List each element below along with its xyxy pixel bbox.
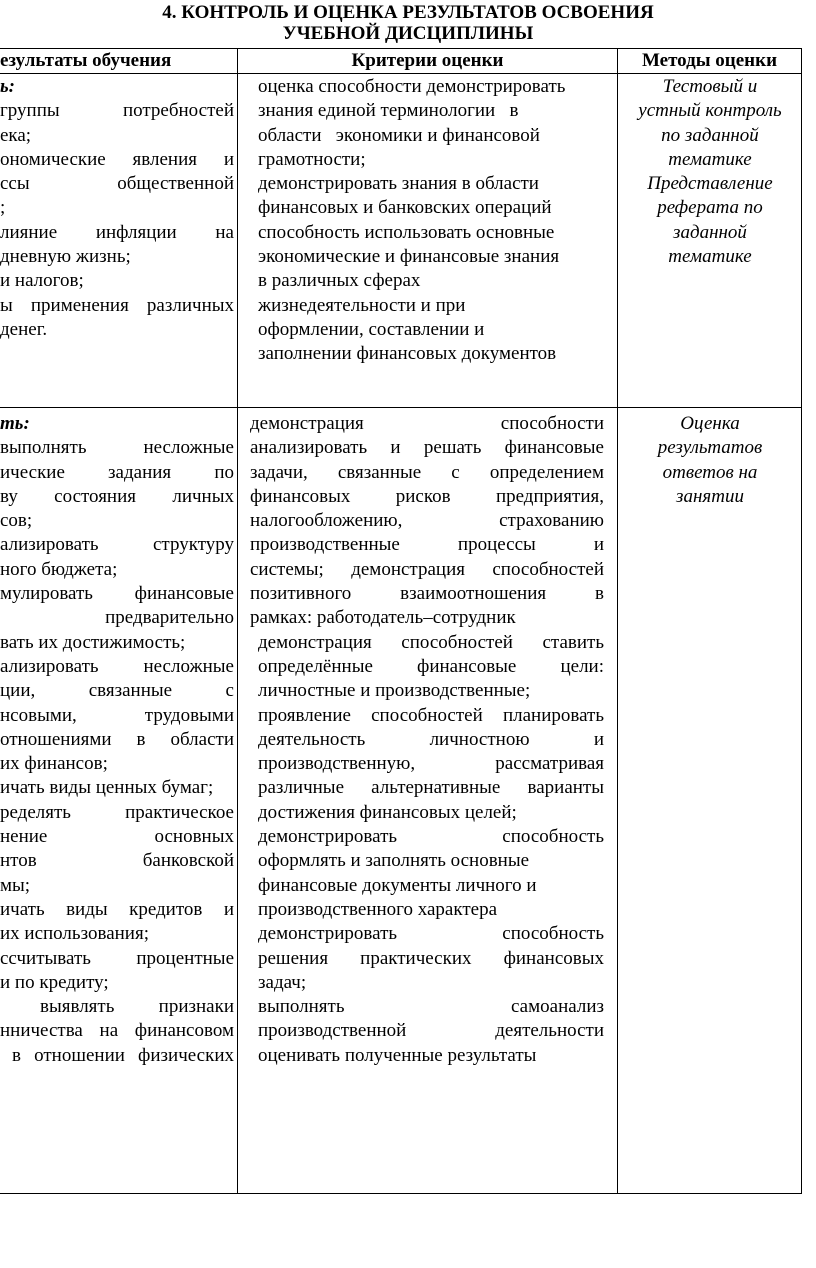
- row2-methods-line: занятии: [676, 485, 744, 507]
- row2-results-line: ические задания по: [0, 461, 234, 483]
- row2-results-line: ного бюджета;: [0, 558, 118, 580]
- row2-results-line: мы;: [0, 874, 31, 896]
- column-divider-1: [237, 48, 238, 1194]
- row2-results-line: ализировать несложные: [0, 655, 234, 677]
- row2-criteria-line: деятельность личностною и: [258, 728, 604, 750]
- row2-results-line: и по кредиту;: [0, 971, 109, 993]
- row1-criteria-line: финансовых и банковских операций: [258, 197, 552, 219]
- row2-criteria-line: демонстрировать способность: [258, 826, 604, 848]
- title-line-2: УЧЕБНОЙ ДИСЦИПЛИНЫ: [282, 23, 534, 44]
- row2-results-line: ализировать структуру: [0, 534, 234, 556]
- row2-criteria-line: решения практических финансовых: [258, 947, 604, 969]
- row2-results-line: ссчитывать процентные: [0, 947, 234, 969]
- row1-criteria-line: в различных сферах: [258, 270, 421, 292]
- table-bottom-border: [0, 1193, 802, 1194]
- row1-criteria-line: грамотности;: [258, 148, 366, 170]
- row2-results-line: отношениями в области: [0, 728, 234, 750]
- row2-criteria-line: рамках: работодатель–сотрудник: [250, 607, 516, 629]
- row2-criteria-cell: [250, 412, 604, 1068]
- table-right-border: [801, 48, 802, 1194]
- row1-criteria-line: заполнении финансовых документов: [258, 343, 557, 365]
- row1-results-line: ;: [0, 197, 6, 219]
- row2-results-line: сов;: [0, 510, 33, 532]
- row1-criteria-line: области экономики и финансовой: [258, 124, 540, 146]
- row2-results-line: ределять практическое: [0, 801, 234, 823]
- row2-results-line: ичать виды кредитов и: [0, 898, 234, 920]
- row1-results-line: лияние инфляции на: [0, 221, 234, 243]
- title-line-1: 4. КОНТРОЛЬ И ОЦЕНКА РЕЗУЛЬТАТОВ ОСВОЕНИЯ: [162, 2, 654, 23]
- row-divider: [0, 407, 802, 408]
- header-methods: Методы оценки: [641, 50, 778, 71]
- row2-results-line: ции, связанные с: [0, 680, 234, 702]
- row2-results-line: их использования;: [0, 923, 149, 945]
- row2-criteria-line: налогообложению, страхованию: [250, 510, 604, 532]
- page-title: [0, 2, 816, 44]
- header-results: езультаты обучения: [0, 50, 172, 71]
- row2-criteria-line: демонстрировать способность: [258, 923, 604, 945]
- row1-methods-line: Представление: [647, 173, 773, 195]
- row2-criteria-line: выполнять самоанализ: [258, 996, 604, 1018]
- row2-criteria-line: демонстрация способностей ставить: [258, 631, 604, 653]
- row1-results-cell: [0, 75, 234, 342]
- row1-results-line: и налогов;: [0, 270, 84, 292]
- row2-results-line: мулировать финансовые: [0, 583, 234, 605]
- row2-criteria-line: оценивать полученные результаты: [258, 1044, 537, 1066]
- row2-criteria-line: анализировать и решать финансовые: [250, 437, 604, 459]
- row2-criteria-line: задач;: [258, 971, 307, 993]
- row2-results-line: нничества на финансовом: [0, 1020, 234, 1042]
- column-divider-2: [617, 48, 618, 1194]
- row1-results-line: денег.: [0, 318, 48, 340]
- row2-results-line: выполнять несложные: [0, 437, 234, 459]
- row2-results-line: ть:: [0, 413, 30, 434]
- row1-criteria-cell: [258, 75, 608, 367]
- row2-criteria-line: демонстрация способности: [250, 413, 604, 434]
- row1-criteria-line: жизнедеятельности и при: [258, 294, 466, 316]
- row2-results-line: ичать виды ценных бумаг;: [0, 777, 214, 799]
- row2-criteria-line: финансовые документы личного и: [258, 874, 537, 896]
- row1-results-line: группы потребностей: [0, 100, 234, 122]
- row1-criteria-line: демонстрировать знания в области: [258, 173, 539, 195]
- header-bottom-border: [0, 73, 802, 74]
- row1-methods-line: реферата по: [657, 197, 763, 219]
- row2-results-line: выявлять признаки: [40, 996, 234, 1018]
- row1-results-line: ь:: [0, 76, 16, 97]
- row2-results-line: предварительно: [105, 607, 234, 629]
- row1-methods-line: по заданной: [661, 124, 759, 146]
- row2-criteria-line: производственного характера: [258, 898, 498, 920]
- row1-criteria-line: оформлении, составлении и: [258, 318, 485, 340]
- row2-results-line: вать их достижимость;: [0, 631, 186, 653]
- row1-criteria-line: знания единой терминологии в: [258, 100, 519, 122]
- row2-criteria-line: личностные и производственные;: [258, 680, 531, 702]
- row2-results-line: нсовыми, трудовыми: [0, 704, 234, 726]
- row2-criteria-line: достижения финансовых целей;: [258, 801, 517, 823]
- row2-results-line: их финансов;: [0, 753, 108, 775]
- row1-results-line: ссы общественной: [0, 173, 234, 195]
- row1-methods-line: заданной: [673, 221, 747, 243]
- row2-methods-line: Оценка: [680, 413, 740, 434]
- row1-criteria-line: способность использовать основные: [258, 221, 555, 243]
- row2-criteria-line: позитивного взаимоотношения в: [250, 583, 604, 605]
- row2-methods-line: результатов: [657, 437, 763, 459]
- row2-results-cell: [0, 412, 234, 1068]
- row2-results-line: нтов банковской: [0, 850, 234, 872]
- row2-criteria-line: производственной деятельности: [258, 1020, 604, 1042]
- header-criteria: Критерии оценки: [351, 50, 504, 71]
- row1-methods-line: Тестовый и: [662, 76, 758, 97]
- row2-criteria-line: различные альтернативные варианты: [258, 777, 604, 799]
- row2-criteria-line: производственные процессы и: [250, 534, 604, 556]
- row2-results-line: ву состояния личных: [0, 485, 234, 507]
- row1-methods-line: устный контроль: [638, 100, 782, 122]
- row1-results-line: ека;: [0, 124, 32, 146]
- row2-criteria-line: задачи, связанные с определением: [250, 461, 604, 483]
- row1-methods-line: тематике: [668, 246, 752, 268]
- row1-criteria-line: экономические и финансовые знания: [258, 246, 560, 268]
- row1-methods-line: тематике: [668, 148, 752, 170]
- row1-criteria-line: оценка способности демонстрировать: [258, 76, 566, 97]
- row2-criteria-line: производственную, рассматривая: [258, 753, 604, 775]
- row2-criteria-line: системы; демонстрация способностей: [250, 558, 604, 580]
- row2-methods-cell: [619, 412, 801, 509]
- row1-results-line: ономические явления и: [0, 148, 234, 170]
- row1-results-line: ы применения различных: [0, 294, 234, 316]
- row2-methods-line: ответов на: [662, 461, 758, 483]
- row2-criteria-line: финансовых рисков предприятия,: [250, 485, 604, 507]
- row2-results-line: нение основных: [0, 826, 234, 848]
- row1-results-line: дневную жизнь;: [0, 246, 131, 268]
- row1-methods-cell: [619, 75, 801, 269]
- row2-criteria-line: определённые финансовые цели:: [258, 655, 604, 677]
- row2-criteria-line: проявление способностей планировать: [258, 704, 604, 726]
- row2-results-line: в отношении физических: [12, 1044, 234, 1066]
- row2-criteria-line: оформлять и заполнять основные: [258, 850, 530, 872]
